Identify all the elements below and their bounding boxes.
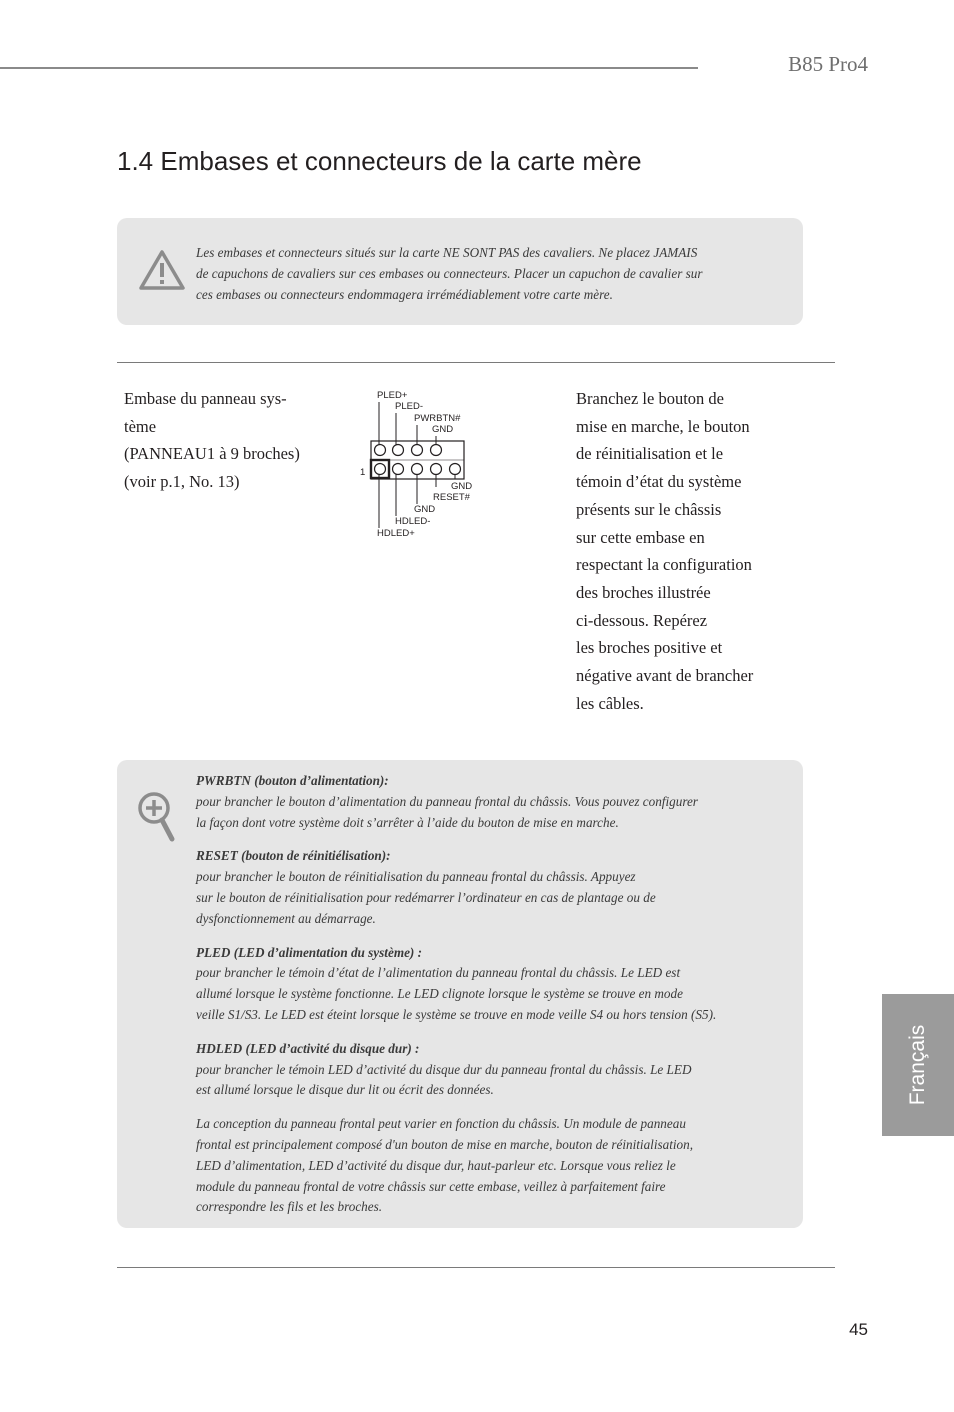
note-line: est allumé lorsque le disque dur lit ou écrit des données. [196, 1082, 494, 1098]
note-closing [196, 1114, 768, 1218]
notes-text [196, 771, 768, 1231]
magnifier-plus-icon [136, 790, 178, 842]
note-line: allumé lorsque le système fonctionne. Le LED clignote lorsque le système se trouve en mode [196, 986, 683, 1002]
note-item [196, 846, 768, 929]
connector-description [576, 385, 791, 717]
connector-label-line: (PANNEAU1 à 9 broches) [124, 444, 300, 463]
description-line: respectant la configuration [576, 555, 752, 575]
header-rule [0, 67, 698, 69]
note-line: pour brancher le témoin LED d’activité du disque dur du panneau frontal du châssis. Le LED [196, 1061, 692, 1077]
pin-label-reset: RESET# [433, 492, 470, 503]
description-line: témoin d’état du système [576, 472, 742, 492]
section-divider-bottom [117, 1267, 835, 1268]
description-line: Branchez le bouton de [576, 389, 724, 408]
warning-line: Les embases et connecteurs situés sur la carte NE SONT PAS des cavaliers. Ne placez JAMAIS [196, 245, 698, 260]
warning-triangle-icon [138, 249, 186, 291]
description-line: des broches illustrée [576, 582, 711, 602]
pin-label-one: 1 [360, 467, 366, 478]
pin-label-gnd-top: GND [432, 424, 454, 435]
note-line: pour brancher le bouton de réinitialisation du panneau frontal du châssis. Appuyez [196, 869, 636, 885]
section-title: 1.4 Embases et connecteurs de la carte mère [117, 146, 642, 176]
pin-label-hdled-plus: HDLED+ [377, 528, 415, 539]
panel-header-diagram [350, 385, 500, 540]
pin-label-pled-plus: PLED+ [377, 390, 408, 401]
pin-label-gnd-bottom: GND [414, 504, 436, 515]
note-closing-line: LED d’alimentation, LED d’activité du disque dur, haut-parleur etc. Lorsque vous reliez le [196, 1157, 676, 1173]
note-item [196, 771, 768, 833]
description-line: de réinitialisation et le [576, 444, 724, 464]
description-line: ci-dessous. Repérez [576, 610, 708, 630]
section-divider-top [117, 362, 835, 363]
pin-label-hdled-minus: HDLED- [395, 516, 431, 527]
note-line: la façon dont votre système doit s’arrêter à l’aide du bouton de mise en marche. [196, 814, 619, 830]
description-line: présents sur le châssis [576, 499, 722, 519]
note-line: sur le bouton de réinitialisation pour redémarrer l’ordinateur en cas de plantage ou de [196, 889, 656, 905]
language-tab [882, 994, 954, 1136]
description-line: négative avant de brancher [576, 666, 754, 686]
note-line: pour brancher le témoin d’état de l’alimentation du panneau frontal du châssis. Le LED est [196, 965, 681, 981]
model-name: B85 Pro4 [788, 52, 868, 76]
warning-text [196, 242, 771, 305]
connector-label-line: (voir p.1, No. 13) [124, 471, 240, 491]
pin-label-pled-minus: PLED- [395, 401, 423, 412]
language-tab-label: Français [906, 1024, 929, 1106]
description-line: les câbles. [576, 693, 644, 713]
note-line: veille S1/S3. Le LED est éteint lorsque le système se trouve en mode veille S4 ou hors tension (S5). [196, 1006, 717, 1022]
note-closing-line: module du panneau frontal de votre châssis sur cette embase, veillez à parfaitement faire [196, 1178, 666, 1194]
note-item [196, 943, 768, 1026]
connector-label-line: tème [124, 416, 157, 436]
page-number: 45 [849, 1320, 868, 1339]
note-heading: HDLED (LED d’activité du disque dur) : [196, 1040, 420, 1056]
note-line: pour brancher le bouton d’alimentation du panneau frontal du châssis. Vous pouvez configurer [196, 793, 698, 809]
pin-label-pwrbtn: PWRBTN# [414, 413, 461, 424]
description-line: les broches positive et [576, 638, 723, 658]
connector-label [124, 385, 329, 495]
note-closing-line: frontal est principalement composé d'un bouton de mise en marche, bouton de réinitialisation, [196, 1136, 694, 1152]
warning-line: ces embases ou connecteurs endommagera irrémédiablement votre carte mère. [196, 287, 613, 302]
note-line: dysfonctionnement au démarrage. [196, 910, 376, 926]
connector-label-line: Embase du panneau sys- [124, 389, 287, 408]
note-closing-line: La conception du panneau frontal peut varier en fonction du châssis. Un module de panneau [196, 1116, 686, 1132]
note-heading: RESET (bouton de réinitiélisation): [196, 848, 391, 864]
pin-label-gnd-right: GND [451, 481, 473, 492]
description-line: sur cette embase en [576, 527, 705, 547]
note-item [196, 1039, 768, 1101]
note-heading: PWRBTN (bouton d’alimentation): [196, 773, 389, 788]
note-closing-line: correspondre les fils et les broches. [196, 1199, 383, 1215]
note-heading: PLED (LED d’alimentation du système) : [196, 944, 423, 960]
warning-line: de capuchons de cavaliers sur ces embases ou connecteurs. Placer un capuchon de cavalier sur [196, 266, 703, 281]
description-line: mise en marche, le bouton [576, 416, 750, 436]
